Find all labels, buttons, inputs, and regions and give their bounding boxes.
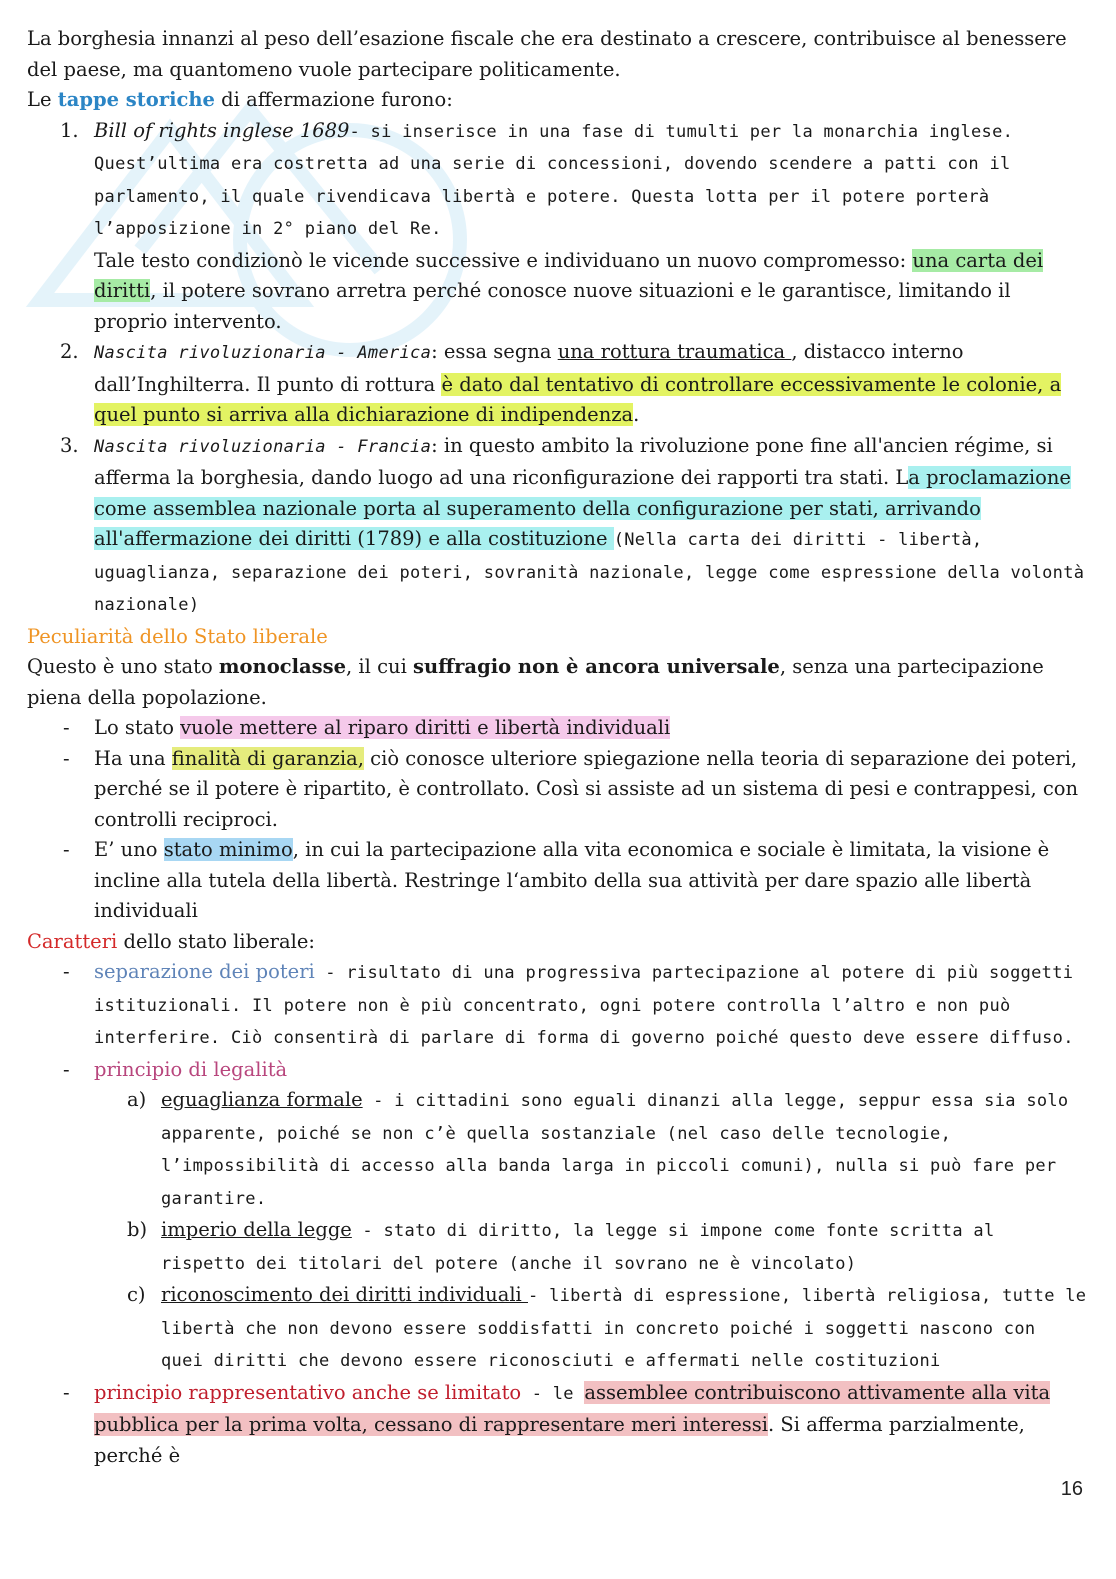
list-item-garanzia: - Ha una finalità di garanzia, ciò conosce ulteriore spiegazione nella teoria di separazione dei poteri, perché se il potere è ripartito, è controllato. Così si assiste ad un sistema di pesi e contrappesi, con controlli reciproci. bbox=[63, 746, 1079, 831]
sublist-item-imperio: b) imperio della legge - stato di diritto, la legge si impone come fonte scritta al rispetto dei titolari del potere (anche il sovrano ne è vincolato) bbox=[127, 1218, 995, 1274]
tappe-heading: Le tappe storiche di affermazione furono: bbox=[27, 88, 453, 111]
peculiarita-paragraph: Questo è uno stato monoclasse, il cui suffragio non è ancora universale, senza una partecipazione piena della popolazione. bbox=[27, 655, 1044, 709]
list-item-francia: 3. Nascita rivoluzionaria - Francia: in questo ambito la rivoluzione pone fine all'ancien régime, si afferma la borghesia, dando luogo ad una riconfigurazione dei rapporti tra stati. La proclamazione come assemblea nazionale porta al superamento della configurazione per stati, arrivando all'affermazione dei diritti (1789) e alla costituzione (Nella carta dei diritti - libertà, uguaglianza, separazione dei poteri, sovranità nazionale, legge come espressione della volontà nazionale) bbox=[60, 433, 1085, 615]
list-item-america: 2. Nascita rivoluzionaria - America: essa segna una rottura traumatica , distacco interno dall’Inghilterra. Il punto di rottura è dato dal tentativo di controllare eccessivamente le colonie, a quel punto si arriva alla dichiarazione di indipendenza. bbox=[60, 340, 1062, 426]
sublist-item-riconoscimento: c) riconoscimento dei diritti individuali - libertà di espressione, libertà religiosa, tutte le libertà che non devono essere soddisfatti in concreto poiché i soggetti nascono con quei diritti che devono essere riconosciuti e affermati nelle costituzioni bbox=[127, 1283, 1087, 1371]
highlight-assemblea-nazionale: a proclamazione come assemblea nazionale porta al superamento della configurazione per stati, arrivando all'affermazione dei diritti (1789) e alla costituzione bbox=[94, 466, 1071, 550]
page-number: 16 bbox=[1060, 1478, 1083, 1500]
caratteri-heading: Caratteri dello stato liberale: bbox=[27, 929, 315, 953]
intro-paragraph: La borghesia innanzi al peso dell’esazione fiscale che era destinato a crescere, contribuisce al benessere del paese, ma quantomeno vuole partecipare politicamente. bbox=[27, 27, 1067, 81]
list-item-stato-minimo: - E’ uno stato minimo, in cui la partecipazione alla vita economica e sociale è limitata, la visione è incline alla tutela della libertà. Restringe l‘ambito della sua attività per dare spazio alle libertà individuali bbox=[63, 838, 1050, 922]
list-item-riparo-diritti: - Lo stato vuole mettere al riparo diritti e libertà individuali bbox=[63, 716, 671, 739]
highlight-carta-diritti: una carta dei diritti bbox=[94, 248, 1044, 302]
document-page bbox=[27, 24, 1087, 1471]
peculiarita-heading: Peculiarità dello Stato liberale bbox=[27, 624, 328, 648]
list-item-separazione-poteri: - separazione dei poteri - risultato di una progressiva partecipazione al potere di più soggetti istituzionali. Il potere non è più concentrato, ogni potere controlla l’altro e non può interferire. Ciò consentirà di parlare di forma di governo poiché questo deve essere diffuso. bbox=[63, 960, 1074, 1048]
list-item-rappresentativo: - principio rappresentativo anche se limitato - le assemblee contribuiscono attivamente alla vita pubblica per la prima volta, cessano di rappresentare meri interessi. Si afferma parzialmente, perché è bbox=[63, 1380, 1051, 1467]
highlight-colonie: è dato dal tentativo di controllare eccessivamente le colonie, a quel punto si arriva alla dichiarazione di indipendenza bbox=[94, 372, 1062, 426]
list-item-bill-of-rights: 1. Bill of rights inglese 1689- si inserisce in una fase di tumulti per la monarchia inglese. Quest’ultima era costretta ad una serie di concessioni, dovendo scendere a patti con il parlamento, il quale rivendicava libertà e potere. Questa lotta per il potere porterà l’apposizione in 2° piano del Re. Tale testo condizionò le vicende successive e individuano un nuovo compromesso: una carta dei diritti, il potere sovrano arretra perché conosce nuove situazioni e le garantisce, limitando il proprio intervento. bbox=[60, 118, 1044, 333]
sublist-item-eguaglianza: a) eguaglianza formale - i cittadini sono eguali dinanzi alla legge, seppur essa sia solo apparente, poiché se non c’è quella sostanziale (nel caso delle tecnologie, l’impossibilità di accesso alla banda larga in piccoli comuni), nulla si può fare per garantire. bbox=[127, 1088, 1069, 1209]
tappe-storiche-label: tappe storiche bbox=[57, 88, 215, 111]
list-item-legalita: - principio di legalità bbox=[63, 1057, 288, 1081]
